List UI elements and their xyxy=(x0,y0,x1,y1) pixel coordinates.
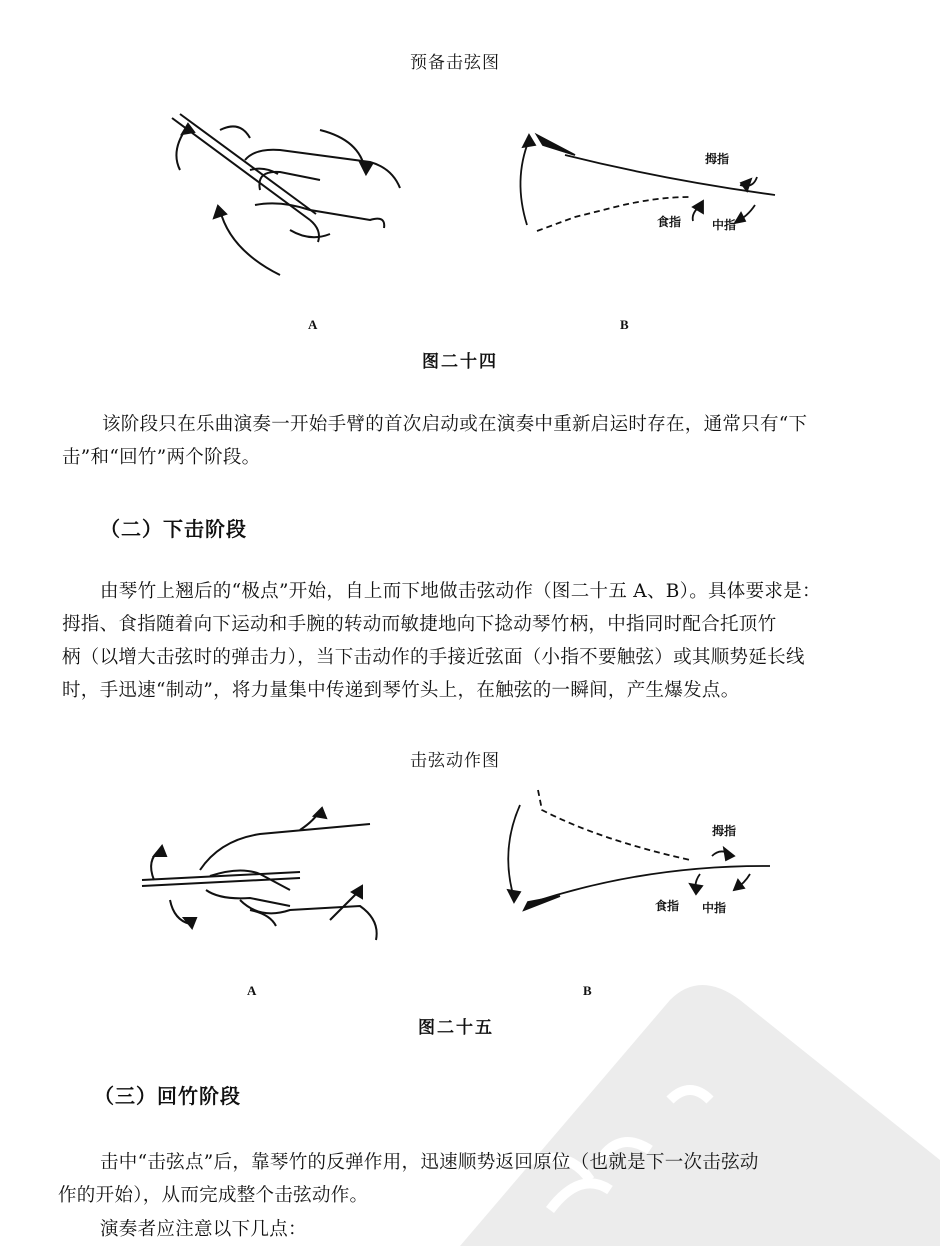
figure-24-thumb-label: 拇指 xyxy=(705,152,730,166)
section-3-line-3: 演奏者应注意以下几点： xyxy=(100,1219,307,1240)
section-2-line-1: 由琴竹上翘后的“极点”开始，自上而下地做击弦动作（图二十五 A、B）。具体要求是： xyxy=(100,581,821,602)
section-2-line-2: 拇指、食指随着向下运动和手腕的转动而敏捷地向下捻动琴竹柄，中指同时配合托顶竹 xyxy=(62,614,777,635)
figure-25b-string-diagram xyxy=(500,790,780,920)
section-3-paragraph xyxy=(100,1146,900,1179)
figure-25-thumb-label: 拇指 xyxy=(712,824,737,838)
figure-24-title: 预备击弦图 xyxy=(410,53,500,73)
section-3-note xyxy=(100,1213,900,1243)
section-2-heading: （二）下击阶段 xyxy=(100,517,247,541)
figure-24-caption: 图二十四 xyxy=(422,352,498,372)
figure-25-label-a: A xyxy=(247,983,257,998)
figure-24b-string-diagram xyxy=(515,125,780,240)
section-2-line-4: 时，手迅速“制动”，将力量集中传递到琴竹头上，在触弦的一瞬间，产生爆发点。 xyxy=(62,680,740,701)
figure-24a-hand-drawing xyxy=(160,110,410,280)
figure-25-label-b: B xyxy=(583,983,592,998)
figure-25a-hand-drawing xyxy=(140,810,390,960)
paragraph-intro-cont xyxy=(62,441,882,474)
paragraph-intro xyxy=(102,408,902,441)
figure-24-index-label: 食指 xyxy=(657,215,682,229)
section-3-heading: （三）回竹阶段 xyxy=(94,1084,241,1108)
figure-24-label-b: B xyxy=(620,317,629,332)
paragraph-intro-line-1: 该阶段只在乐曲演奏一开始手臂的首次启动或在演奏中重新启运时存在，通常只有“下 xyxy=(102,414,808,435)
figure-24-label-a: A xyxy=(308,317,318,332)
figure-24-middle-label: 中指 xyxy=(712,218,737,232)
figure-25-title: 击弦动作图 xyxy=(410,751,500,771)
section-3-line-1: 击中“击弦点”后，靠琴竹的反弹作用，迅速顺势返回原位（也就是下一次击弦动 xyxy=(100,1152,759,1173)
paragraph-intro-line-2: 击”和“回竹”两个阶段。 xyxy=(62,447,261,468)
figure-25-index-label: 食指 xyxy=(655,899,680,913)
section-3-line-2: 作的开始），从而完成整个击弦动作。 xyxy=(58,1185,369,1206)
section-2-paragraph xyxy=(100,575,900,608)
figure-25-caption: 图二十五 xyxy=(418,1018,494,1038)
section-2-paragraph-cont xyxy=(62,608,892,707)
section-3-paragraph-cont xyxy=(58,1179,888,1212)
section-2-line-3: 柄（以增大击弦时的弹击力），当下击动作的手接近弦面（小指不要触弦）或其顺势延长线 xyxy=(62,647,805,668)
figure-25-middle-label: 中指 xyxy=(702,901,727,915)
